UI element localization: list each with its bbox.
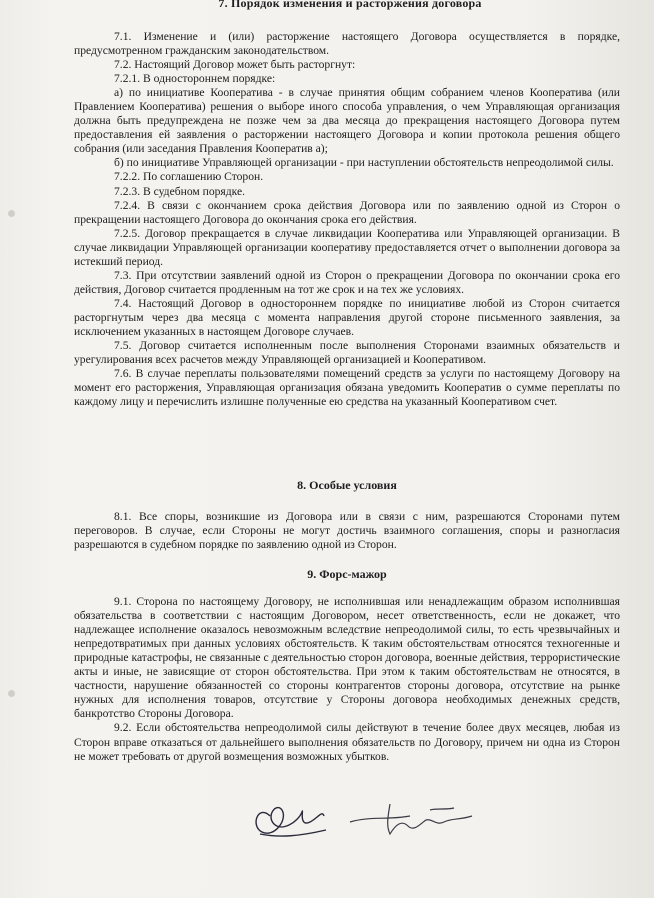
clause-7-2: 7.2. Настоящий Договор может быть расторгнут: bbox=[114, 58, 356, 72]
clause-9-2: 9.2. Если обстоятельства непреодолимой силы действуют в течение более двух месяцев, любая из Сторон вправе отказаться от дальнейшего выполнения обязательств по Договору, причем ни одна из Сторон не может требовать от другой возмещения возможных убытков. bbox=[74, 721, 620, 763]
section9-heading: 9. Форс-мажор bbox=[307, 567, 387, 581]
clause-7-2-1: 7.2.1. В одностороннем порядке: bbox=[114, 72, 276, 86]
clause-9-1: 9.1. Сторона по настоящему Договору, не исполнившая или ненадлежащим образом исполнившая обязательства в соответствии с настоящим Договором, несет ответственность, если не докажет, что надлежащее исполнение оказалось невозможным вследствие непреодолимой силы, то есть чрезвычайных и непредотвратимых при данных условиях обстоятельств. К таким обстоятельствам относятся техногенные и природные катастрофы, не связанные с деятельностью сторон договора, военные действия, террористические акты и иные, не зависящие от сторон обстоятельства. При этом к таким обстоятельствам не относятся, в частности, нарушение обязанностей со стороны контрагентов стороны договора, отсутствие на рынке нужных для исполнения товаров, отсутствие у Стороны договора необходимых денежных средств, банкротство Стороны Договора. bbox=[74, 595, 620, 721]
signatures bbox=[240, 786, 520, 856]
clause-7-2-1-b: б) по инициативе Управляющей организации - при наступлении обстоятельств непреодолимой силы. bbox=[114, 156, 614, 170]
section7-body bbox=[74, 30, 620, 409]
signature-right bbox=[350, 804, 472, 834]
section7-heading: 7. Порядок изменения и расторжения договора bbox=[218, 0, 482, 10]
clause-7-4: 7.4. Настоящий Договор в одностороннем порядке по инициативе любой из Сторон считается расторгнутым через два месяца с момента направления другой стороне письменного заявления, за исключением указанных в настоящем Договоре случаев. bbox=[74, 296, 620, 338]
clause-7-1: 7.1. Изменение и (или) расторжение настоящего Договора осуществляется в порядке, предусмотренном гражданским законодательством. bbox=[74, 30, 620, 58]
section8 bbox=[74, 478, 620, 552]
clause-7-3: 7.3. При отсутствии заявлений одной из Сторон о прекращении Договора по окончании срока его действия, Договор считается продленным на тот же срок и на тех же условиях. bbox=[74, 268, 620, 296]
clause-7-2-1-a: а) по инициативе Кооператива - в случае принятия общим собранием членов Кооператива (или Правлением Кооператива) решения о выборе иного способа управления, о чем Управляющая организация должна быть предупреждена не позже чем за два месяца до прекращения настоящего Договора путем предоставления ей заявления о расторжении настоящего Договора и копии протокола решения общего собрания (или заседания Правления Кооператив а); bbox=[74, 86, 620, 156]
clause-7-2-2: 7.2.2. По соглашению Сторон. bbox=[114, 170, 264, 184]
clause-7-2-5: 7.2.5. Договор прекращается в случае ликвидации Кооператива или Управляющей организации. В случае ликвидации Управляющей организации кооперативу предоставляется отчет о выполнении договора за истекший период. bbox=[74, 226, 620, 268]
clause-7-2-4: 7.2.4. В связи с окончанием срока действия Договора или по заявлению одной из Сторон о прекращении настоящего Договора до окончания срока его действия. bbox=[74, 198, 620, 226]
punch-hole bbox=[8, 210, 15, 217]
signature-left bbox=[256, 808, 326, 836]
clause-7-5: 7.5. Договор считается исполненным после выполнения Сторонами взаимных обязательств и урегулирования всех расчетов между Управляющей организацией и Кооперативом. bbox=[74, 339, 620, 367]
punch-hole bbox=[8, 690, 15, 697]
clause-7-6: 7.6. В случае переплаты пользователями помещений средств за услуги по настоящему Договору на момент его расторжения, Управляющая организация обязана уведомить Кооператив о сумме переплаты по каждому лицу и перечислить излишне полученные ею средства на указанный Кооперативом счет. bbox=[74, 367, 620, 409]
section9 bbox=[74, 567, 620, 764]
clause-7-2-3: 7.2.3. В судебном порядке. bbox=[114, 184, 246, 198]
section8-heading: 8. Особые условия bbox=[297, 478, 397, 492]
clause-8-1: 8.1. Все споры, возникшие из Договора или в связи с ним, разрешаются Сторонами путем переговоров. В случае, если Стороны не могут достичь взаимного соглашения, споры и разногласия разрешаются в судебном порядке по заявлению одной из Сторон. bbox=[74, 510, 620, 552]
